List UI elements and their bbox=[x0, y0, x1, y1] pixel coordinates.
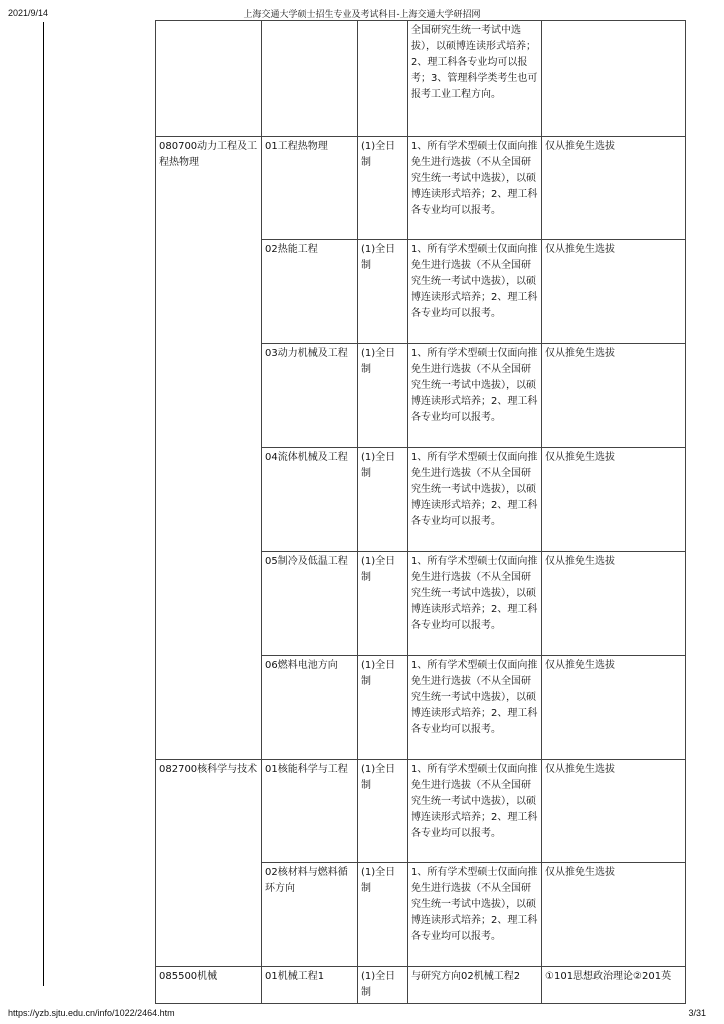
exam-cell: 仅从推免生选拔 bbox=[542, 552, 686, 656]
note-cell: 1、所有学术型硕士仅面向推免生进行选拔（不从全国研究生统一考试中选拔），以硕博连读形式培养；2、理工科各专业均可以报考。 bbox=[408, 240, 542, 344]
mode-cell: (1)全日制 bbox=[358, 552, 408, 656]
major-cell: 082700核科学与技术 bbox=[156, 760, 262, 967]
exam-cell: 仅从推免生选拔 bbox=[542, 240, 686, 344]
mode-cell: (1)全日制 bbox=[358, 137, 408, 240]
direction-cell: 01工程热物理 bbox=[262, 137, 358, 240]
note-cell: 1、所有学术型硕士仅面向推免生进行选拔（不从全国研究生统一考试中选拔），以硕博连读形式培养；2、理工科各专业均可以报考。 bbox=[408, 760, 542, 863]
direction-cell: 05制冷及低温工程 bbox=[262, 552, 358, 656]
exam-cell: 仅从推免生选拔 bbox=[542, 448, 686, 552]
mode-cell: (1)全日制 bbox=[358, 344, 408, 448]
major-cell: 085500机械 bbox=[156, 967, 262, 1004]
exam-cell: 仅从推免生选拔 bbox=[542, 137, 686, 240]
print-footer bbox=[0, 1008, 724, 1024]
mode-cell: (1)全日制 bbox=[358, 760, 408, 863]
print-header bbox=[0, 0, 724, 22]
mode-cell: (1)全日制 bbox=[358, 863, 408, 967]
note-cell: 1、所有学术型硕士仅面向推免生进行选拔（不从全国研究生统一考试中选拔），以硕博连读形式培养；2、理工科各专业均可以报考。 bbox=[408, 448, 542, 552]
mode-cell: (1)全日制 bbox=[358, 448, 408, 552]
table-row bbox=[156, 137, 686, 240]
note-cell: 1、所有学术型硕士仅面向推免生进行选拔（不从全国研究生统一考试中选拔），以硕博连读形式培养；2、理工科各专业均可以报考。 bbox=[408, 137, 542, 240]
majors-table bbox=[155, 20, 686, 1004]
page-url: https://yzb.sjtu.edu.cn/info/1022/2464.htm bbox=[8, 1008, 175, 1018]
note-cell: 1、所有学术型硕士仅面向推免生进行选拔（不从全国研究生统一考试中选拔），以硕博连读形式培养；2、理工科各专业均可以报考。 bbox=[408, 552, 542, 656]
direction-cell: 06燃料电池方向 bbox=[262, 656, 358, 760]
margin-rule-left bbox=[43, 22, 44, 986]
mode-cell: (1)全日制 bbox=[358, 967, 408, 1004]
exam-cell: 仅从推免生选拔 bbox=[542, 344, 686, 448]
direction-cell: 02核材料与燃料循环方向 bbox=[262, 863, 358, 967]
exam-cell: 仅从推免生选拔 bbox=[542, 760, 686, 863]
table-row bbox=[156, 760, 686, 863]
direction-cell: 04流体机械及工程 bbox=[262, 448, 358, 552]
page-title: 上海交通大学硕士招生专业及考试科目-上海交通大学研招网 bbox=[243, 10, 481, 20]
direction-cell: 01机械工程1 bbox=[262, 967, 358, 1004]
print-date: 2021/9/14 bbox=[8, 8, 49, 18]
note-cell: 1、所有学术型硕士仅面向推免生进行选拔（不从全国研究生统一考试中选拔），以硕博连读形式培养；2、理工科各专业均可以报考。 bbox=[408, 344, 542, 448]
exam-cell: 仅从推免生选拔 bbox=[542, 863, 686, 967]
mode-cell: (1)全日制 bbox=[358, 656, 408, 760]
note-cell: 1、所有学术型硕士仅面向推免生进行选拔（不从全国研究生统一考试中选拔），以硕博连读形式培养；2、理工科各专业均可以报考。 bbox=[408, 863, 542, 967]
page-number: 3/31 bbox=[688, 1008, 706, 1018]
note-cell: 1、所有学术型硕士仅面向推免生进行选拔（不从全国研究生统一考试中选拔），以硕博连读形式培养；2、理工科各专业均可以报考。 bbox=[408, 656, 542, 760]
mode-cell: (1)全日制 bbox=[358, 240, 408, 344]
table-row bbox=[156, 967, 686, 1004]
table-row bbox=[156, 21, 686, 137]
major-cell: 080700动力工程及工程热物理 bbox=[156, 137, 262, 760]
exam-cell: ①101思想政治理论②201英 bbox=[542, 967, 686, 1004]
exam-cell: 仅从推免生选拔 bbox=[542, 656, 686, 760]
direction-cell: 02热能工程 bbox=[262, 240, 358, 344]
direction-cell: 01核能科学与工程 bbox=[262, 760, 358, 863]
note-cell: 全国研究生统一考试中选拔），以硕博连读形式培养；2、理工科各专业均可以报考；3、管理科学类考生也可报考工业工程方向。 bbox=[408, 21, 542, 137]
direction-cell: 03动力机械及工程 bbox=[262, 344, 358, 448]
note-cell: 与研究方向02机械工程2 bbox=[408, 967, 542, 1004]
